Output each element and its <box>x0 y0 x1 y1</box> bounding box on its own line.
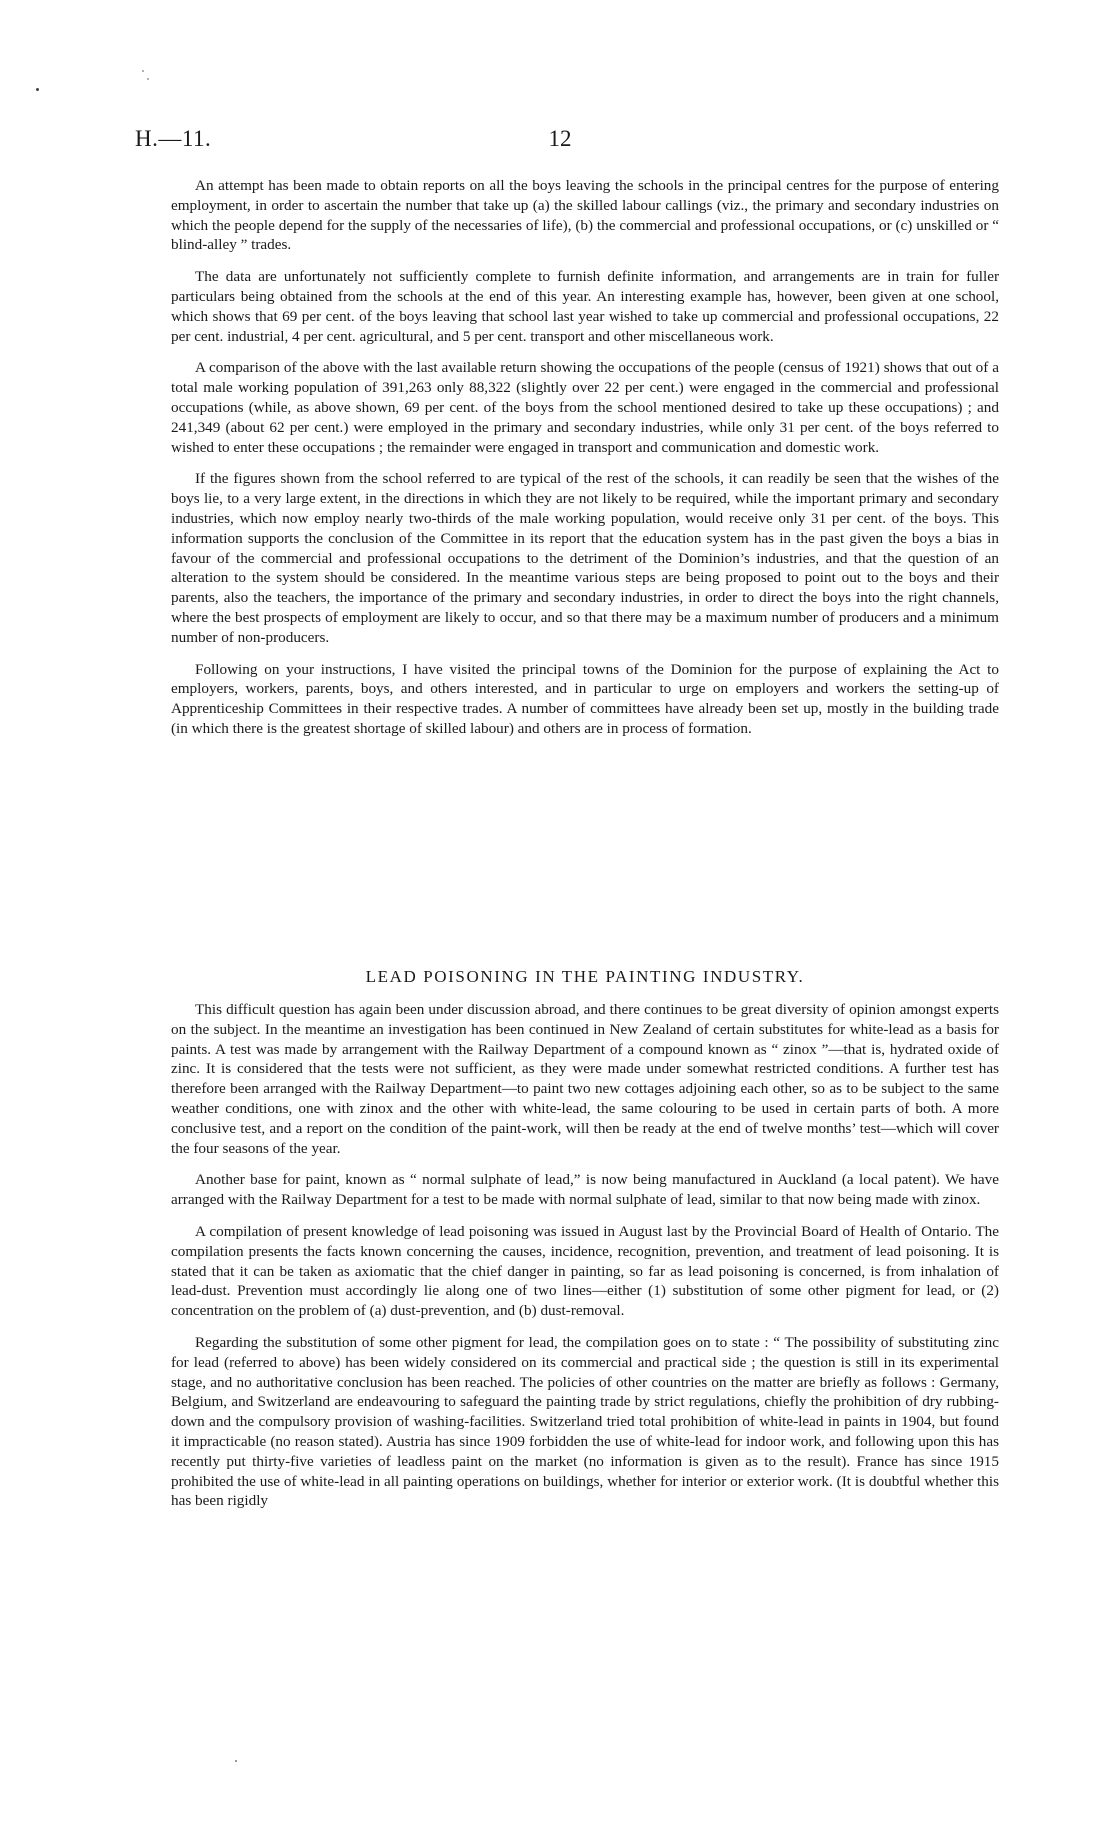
document-reference: H.—11. <box>135 126 212 151</box>
paragraph: Another base for paint, known as “ normal sulphate of lead,” is now being manufactured in Auckland (a local patent). We have arranged with the Railway Department for a test to be made with normal sulphate of lead, similar to that now being made with zinox. <box>171 1171 999 1209</box>
paragraph: This difficult question has again been under discussion abroad, and there continues to be great diversity of opinion amongst experts on the subject. In the meantime an investigation has been continued in New Zealand of certain substitutes for white-lead as a basis for paints. A test was made by arrangement with the Railway Department of a compound known as “ zinox ”—that is, hydrated oxide of zinc. It is considered that the tests were not sufficient, as they were made under somewhat restricted conditions. A further test has therefore been arranged with the Railway Department—to paint two new cottages adjoining each other, so as to be subject to the same weather conditions, one with zinox and the other with white-lead, the same colouring to be used in certain parts of both. A more conclusive test, and a report on the condition of the paint-work, will then be ready at the end of twelve months’ test—which will cover the four seasons of the year. <box>171 1001 999 1157</box>
paragraph: If the figures shown from the school referred to are typical of the rest of the schools, it can readily be seen that the wishes of the boys lie, to a very large extent, in the directions in which they are not likely to be required, while the important primary and secondary industries, which now employ nearly two-thirds of the male working population, would receive only 31 per cent. of the boys. This information supports the conclusion of the Committee in its report that the education system has in the past given the boys a bias in favour of the commercial and professional occupations to the detriment of the Dominion’s industries, and that the question of an alteration to the system should be considered. In the meantime various steps are being proposed to point out to the boys and their parents, also the teachers, the importance of the primary and secondary industries, in order to direct the boys into the right channels, where the best prospects of employment are likely to occur, and so that there may be a maximum number of producers and a minimum number of non-producers. <box>171 470 999 646</box>
paragraph: Regarding the substitution of some other pigment for lead, the compilation goes on to state : “ The possibility of substituting zinc for lead (referred to above) has been widely considered on its commercial and practical side ; the question is still in its experimental stage, and no authoritative conclusion has been reached. The policies of other countries on the matter are briefly as follows : Germany, Belgium, and Switzerland are endeavouring to safeguard the painting trade by strict regulations, chiefly the prohibition of dry rubbing-down and the compulsory provision of washing-facilities. Switzerland tried total prohibition of white-lead in paints in 1904, but found it impracticable (no reason stated). Austria has since 1909 forbidden the use of white-lead for indoor work, and following upon this has recently put thirty-five varieties of leadless paint on the market (no information is given as to the result). France has since 1915 prohibited the use of white-lead in all painting operations on buildings, whether for interior or exterior work. (It is doubtful whether this has been rigidly <box>171 1333 999 1510</box>
section-heading: LEAD POISONING IN THE PAINTING INDUSTRY. <box>365 967 805 986</box>
paragraph: A comparison of the above with the last available return showing the occupations of the people (census of 1921) shows that out of a total male working population of 391,263 only 88,322 (slightly over 22 per cent.) were engaged in the commercial and professional occupations (while, as above shown, 69 per cent. of the boys from the school mentioned desired to take up these occupations) ; and 241,349 (about 62 per cent.) were employed in the primary and secondary industries, while only 31 per cent. of the boys referred to wished to enter these occupations ; the remainder were engaged in transport and communication and domestic work. <box>171 359 999 456</box>
paragraph: The data are unfortunately not sufficiently complete to furnish definite information, and arrangements are in train for fuller particulars being obtained from the schools at the end of this year. An interesting example has, however, been given at one school, which shows that 69 per cent. of the boys leaving that school last year wished to take up commercial and professional occupations, 22 per cent. industrial, 4 per cent. agricultural, and 5 per cent. transport and other miscellaneous work. <box>171 268 999 345</box>
stray-mark <box>235 1760 237 1762</box>
paragraph: Following on your instructions, I have visited the principal towns of the Dominion for the purpose of explaining the Act to employers, workers, parents, boys, and others interested, and in particular to urge on employers and workers the setting-up of Apprenticeship Committees in their respective trades. A number of committees have already been set up, mostly in the building trade (in which there is the greatest shortage of skilled labour) and others are in process of formation. <box>171 660 999 737</box>
stray-mark <box>142 70 144 72</box>
paragraph: A compilation of present knowledge of lead poisoning was issued in August last by the Provincial Board of Health of Ontario. The compilation presents the facts known concerning the causes, incidence, recognition, prevention, and treatment of lead poisoning. It is stated that it can be taken as axiomatic that the chief danger in painting, so far as lead poisoning is concerned, is from inhalation of lead-dust. Prevention must accordingly lie along one of two lines—either (1) substitution of some other pigment for lead, or (2) concentration on the problem of (a) dust-prevention, and (b) dust-removal. <box>171 1222 999 1320</box>
section-text <box>171 1000 999 1523</box>
stray-mark <box>36 88 39 91</box>
page-number: 12 <box>548 126 572 151</box>
paragraph: An attempt has been made to obtain reports on all the boys leaving the schools in the principal centres for the purpose of entering employment, in order to ascertain the number that take up (a) the skilled labour callings (viz., the primary and secondary industries on which the people depend for the supply of the necessaries of life), (b) the commercial and professional occupations, or (c) unskilled or “ blind-alley ” trades. <box>171 177 999 254</box>
stray-mark <box>147 78 149 80</box>
intro-text <box>171 176 999 751</box>
